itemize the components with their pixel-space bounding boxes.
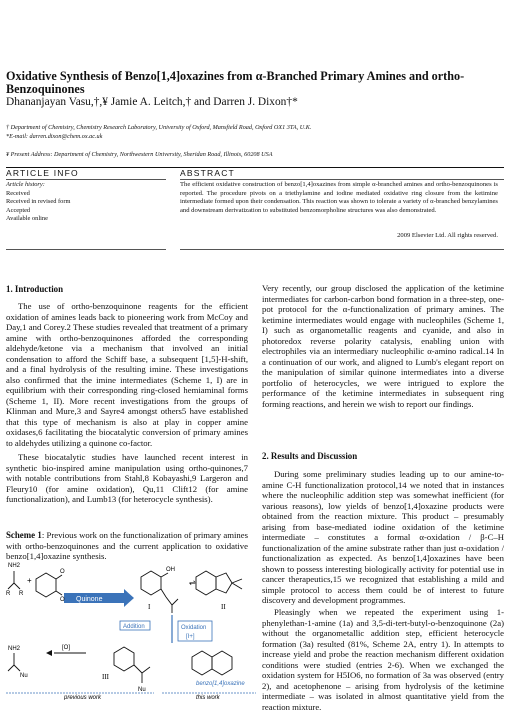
quinone-structure [36,573,62,597]
roman-I: I [148,603,151,611]
roman-III: III [102,673,109,681]
oxidation-label: Oxidation [181,625,207,631]
article-info [6,181,166,224]
scheme-1-figure [6,553,256,700]
o-label: [O] [62,645,71,651]
abstract-rule [180,179,504,180]
svg-text:OH: OH [166,567,175,573]
paper-title: Oxidative Synthesis of Benzo[1,4]oxazines from α-Branched Primary Amines and ortho-Benzoquinones [6,69,465,96]
amine-structure [8,571,20,589]
svg-text:R: R [6,591,11,597]
history-revised: Received in revised form [6,198,71,206]
email: *E-mail: darren.dixon@chem.ox.ac.uk [6,133,103,140]
scheme-caption-label: Scheme 1 [6,530,42,540]
oxidation-box [178,621,212,641]
oxidation-reagent: [I+] [186,634,195,640]
nu-product [8,653,20,671]
svg-text:+: + [27,576,32,585]
svg-text:NH2: NH2 [8,563,21,569]
abstract-text: The efficient oxidative construction of benzo[1,4]oxazines from simple α-branched amines and ortho-benzoquinones is reported. The procedure pivots on a triethylamine and iodine mediated oxidative ring closure from the ketimine intermediate formed upon their condensation. This reaction was shown to tolerate a variety of α-branched benzylamines and downstream derivatization to substituted benzomorpholine structures was also demonstrated. [180,181,498,214]
intermediate-I [141,571,178,613]
history-received: Received [6,189,30,197]
intro-heading [6,284,248,295]
svg-text:R: R [19,591,24,597]
addition-label: Addition [123,624,145,630]
intermediate-II [196,571,242,595]
history-label: Article history: [6,181,45,188]
svg-text:⇌: ⇌ [189,578,196,587]
nu-label: Nu [20,673,28,679]
results-heading [262,451,504,462]
svg-text:O: O [60,569,65,575]
abstract-heading: ABSTRACT [180,168,235,178]
affiliation: † Department of Chemistry, Chemistry Research Laboratory, University of Oxford, Mansfield Road, Oxford OX1 3TA, U.K. [6,124,312,131]
article-info-heading: ARTICLE INFO [6,168,79,178]
info-bottom-rule [6,249,166,250]
roman-II: II [221,603,226,611]
info-rule [6,179,166,180]
present-address: ¥ Present Address: Department of Chemistry, Northwestern University, Sheridan Road, Illinois, 60208 USA [6,151,273,158]
right-paragraph-2: During some preliminary studies leading up to our amine-to-amine C-H functionalization protocol,14 we noted that in instances where the nucleophilic addition step was somewhat inefficient (for various reasons), low yields of benzo[1,4]oxazine products were obtained from the reaction mixture. This product – presumably arising from base-mediated iodine oxidation of the ketimine intermediate – constitutes a formal α-oxidation / β-C–H functionalization of the amine substrate rather than just α-oxidation / functionalization as expected. As benzo[1,4]oxazines have been shown to possess interesting biologically activity for potential use in cancer therapeutics,15 we recognized that establishing a mild and simple protocol to access them could be of interest to future discovery and development programmes. [262,469,504,605]
scheme-caption-text: : Previous work on the functionalization of primary amines with ortho-benzoquinones and the current application to oxidative benzo[1,4]oxazine synthesis. [6,530,248,561]
abstract-bottom-rule [180,249,504,250]
this-work-label: this work [196,695,220,700]
svg-text:NH2: NH2 [8,646,21,652]
svg-text:O: O [60,597,65,603]
addition-box [120,621,150,630]
paper-authors: Dhananjayan Vasu,†,¥ Jamie A. Leitch,† and Darren J. Dixon†* [6,96,298,108]
header-top-rule [6,167,504,168]
intro-paragraph-1: The use of ortho-benzoquinone reagents for the efficient oxidation of amines leads back to pioneering work from McCoy and Day,1 and Corey.2 These studies revealed that treatment of a primary amine with ortho-benzoquinones afforded the corresponding aldehyde/ketone via a mechanism that involved an initial condensation to afford the Schiff base, a subsequent [1,5]-H-shift, and a final hydrolysis of the resulting imine. These investigations also confirmed that the imine intermediates (Scheme 1, I) are in equilibrium with their corresponding ring-closed hemiaminal forms (Scheme 1, II). More recent investigations from the groups of Klinman and Mure,3 and Sayre4 amongst others5 have established that this type of mechanism is also at play in copper amine oxidases,6 facilitating the biocatalytic conversion of primary amines to aldehydes utilizing a quinone co-factor. [6,301,248,448]
right-paragraph-3: Pleasingly when we repeated the experiment using 1-phenylethan-1-amine (1a) and 3,5-di-tert-butyl-o-benzoquinone (2a) without the organometallic addition step, efficient heterocycle formation (3a) resulted (81%, Scheme 2A, entry 1). In attempts to increase yield and probe the reaction mechanism different oxidation conditions were studied (entries 2-6). When we exchanged the oxidation system for H5IO6, no formation of 3a was observed (entry 2), and acetophenone – arising from hydrolysis of the ketimine intermediate – was isolated in almost quantitative yield from the reaction mixture. [262,607,504,712]
o-arrow [46,645,86,656]
intro-heading-text: 1. Introduction [6,284,64,294]
copyright: 2009 Elsevier Ltd. All rights reserved. [397,232,498,239]
quinone-arrow [64,589,134,607]
intro-paragraph-2: These biocatalytic studies have launched recent interest in synthetic bio-inspired amine manipulation using ortho-quinones,7 with notable contributions from Stahl,8 Kobayashi,9 Largeron and Fleury10 (for amine oxidation), Qu,11 Clift12 (for amine functionalization), and Lumb13 (for heterocycle synthesis). [6,452,248,504]
benzoxazine-product [192,651,232,675]
product-label: benzo[1,4]oxazine [196,681,245,687]
previous-work-label: previous work [64,695,102,700]
quinone-label: Quinone [76,596,103,603]
history-accepted: Accepted [6,206,31,214]
intermediate-III [114,647,150,683]
right-paragraph-1: Very recently, our group disclosed the application of the ketimine intermediates for carbon-carbon bond formation in a three-step, one-pot protocol for the α-functionalization of primary amines. The ketimine intermediates would engage with nucleophiles (Scheme 1, I) such as organometallic reagents and cyanide, and also in photoredox reverse polarity catalysis, enabling union with electrophiles via an intermediary nucleophilic α-amino radical.14 In a continuation of our work, and aligned to Lumb's elegant report on the manipulation of similar quinone intermediates into a diverse portfolio of heterocycles, we were intrigued to explore the performance of the ketimine intermediates in subsequent ring forming reactions, and herein we wish to report our findings. [262,283,504,409]
history-online: Available online [6,215,48,223]
svg-text:Nu: Nu [138,687,146,693]
results-heading-text: 2. Results and Discussion [262,451,358,461]
